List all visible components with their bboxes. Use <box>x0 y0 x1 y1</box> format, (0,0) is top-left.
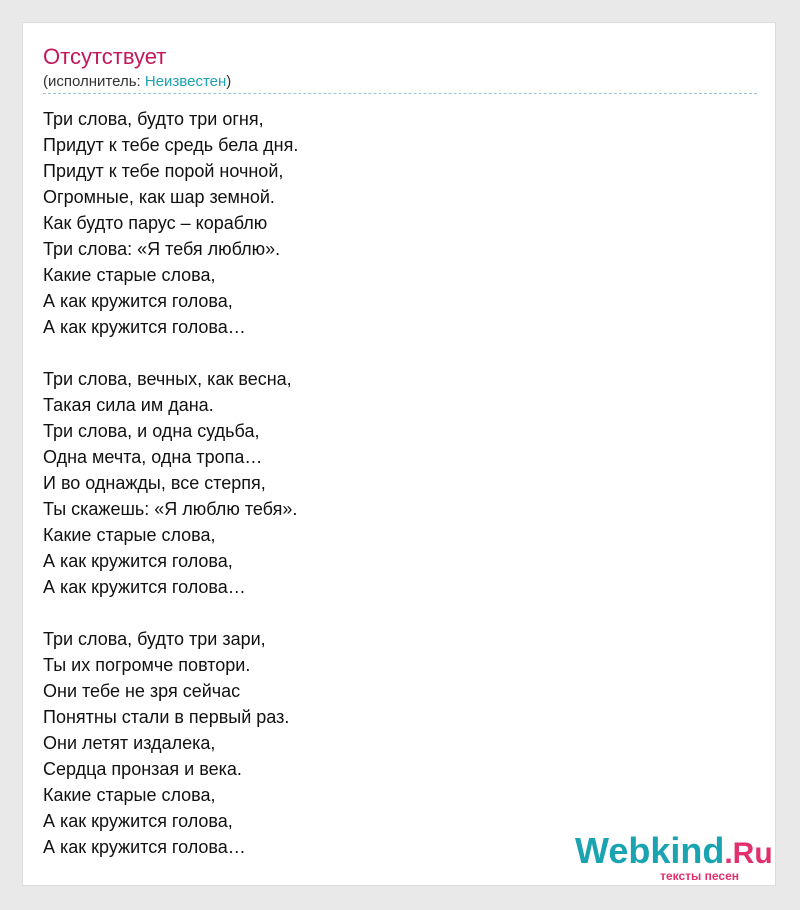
lyrics-line: Ты их погромче повтори. <box>43 655 251 675</box>
lyrics-stanza <box>43 366 757 600</box>
logo-tagline: тексты песен <box>660 869 739 883</box>
artist-suffix: ) <box>226 73 232 90</box>
lyrics-line: И во однажды, все стерпя, <box>43 473 266 493</box>
divider <box>43 93 757 94</box>
lyrics-line: Три слова, вечных, как весна, <box>43 369 292 389</box>
artist-prefix: (исполнитель: <box>43 73 145 90</box>
lyrics-body <box>43 106 757 860</box>
lyrics-line: А как кружится голова, <box>43 551 233 571</box>
lyrics-line: Придут к тебе порой ночной, <box>43 161 284 181</box>
logo-domain: .Ru <box>724 837 773 870</box>
lyrics-line: Как будто парус – кораблю <box>43 213 268 233</box>
lyrics-line: Понятны стали в первый раз. <box>43 707 290 727</box>
lyrics-line: Они летят издалека, <box>43 733 216 753</box>
artist-link[interactable]: Неизвестен <box>144 73 227 90</box>
lyrics-line: А как кружится голова, <box>43 291 233 311</box>
lyrics-line: Какие старые слова, <box>43 525 216 545</box>
lyrics-line: Одна мечта, одна тропа… <box>43 447 263 467</box>
lyrics-line: Придут к тебе средь бела дня. <box>43 135 299 155</box>
lyrics-line: Три слова, и одна судьба, <box>43 421 260 441</box>
song-title: Отсутствует <box>43 44 167 69</box>
lyrics-line: А как кружится голова… <box>43 577 246 597</box>
lyrics-line: А как кружится голова… <box>43 837 246 857</box>
lyrics-line: Такая сила им дана. <box>43 395 214 415</box>
lyrics-line: Сердца пронзая и века. <box>43 759 242 779</box>
lyrics-line: А как кружится голова, <box>43 811 233 831</box>
lyrics-line: Какие старые слова, <box>43 265 216 285</box>
lyrics-line: Три слова: «Я тебя люблю». <box>43 239 281 259</box>
lyrics-line: А как кружится голова… <box>43 317 246 337</box>
lyrics-line: Три слова, будто три зари, <box>43 629 266 649</box>
lyrics-line: Огромные, как шар земной. <box>43 187 275 207</box>
logo-wordmark <box>575 831 771 874</box>
lyrics-line: Три слова, будто три огня, <box>43 109 264 129</box>
lyrics-stanza <box>43 106 757 340</box>
lyrics-stanza <box>43 626 757 860</box>
artist-line <box>43 72 231 92</box>
lyrics-card <box>22 22 776 886</box>
lyrics-line: Они тебе не зря сейчас <box>43 681 241 701</box>
logo-main-text: Webkind <box>575 830 725 871</box>
lyrics-line: Ты скажешь: «Я люблю тебя». <box>43 499 298 519</box>
lyrics-line: Какие старые слова, <box>43 785 216 805</box>
site-logo[interactable] <box>575 831 771 883</box>
